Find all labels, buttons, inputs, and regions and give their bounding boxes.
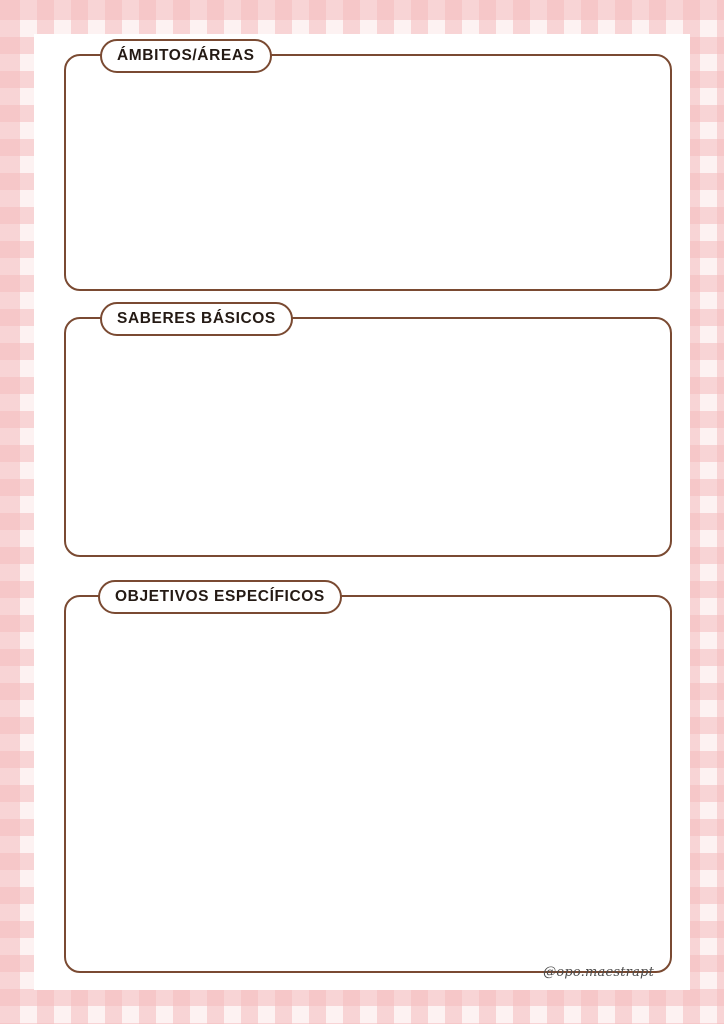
section-ambitos-areas [64, 47, 672, 291]
section-saberes-basicos [64, 310, 672, 557]
section-objetivos-especificos-writing-area[interactable] [66, 597, 670, 971]
paper-sheet [34, 34, 690, 990]
section-saberes-basicos-label: SABERES BÁSICOS [100, 302, 293, 336]
section-ambitos-areas-writing-area[interactable] [66, 56, 670, 289]
section-saberes-basicos-writing-area[interactable] [66, 319, 670, 555]
author-handle: @opo.maestrapt [543, 965, 654, 980]
section-ambitos-areas-label: ÁMBITOS/ÁREAS [100, 39, 272, 73]
section-objetivos-especificos-label: OBJETIVOS ESPECÍFICOS [98, 580, 342, 614]
section-objetivos-especificos [64, 588, 672, 973]
